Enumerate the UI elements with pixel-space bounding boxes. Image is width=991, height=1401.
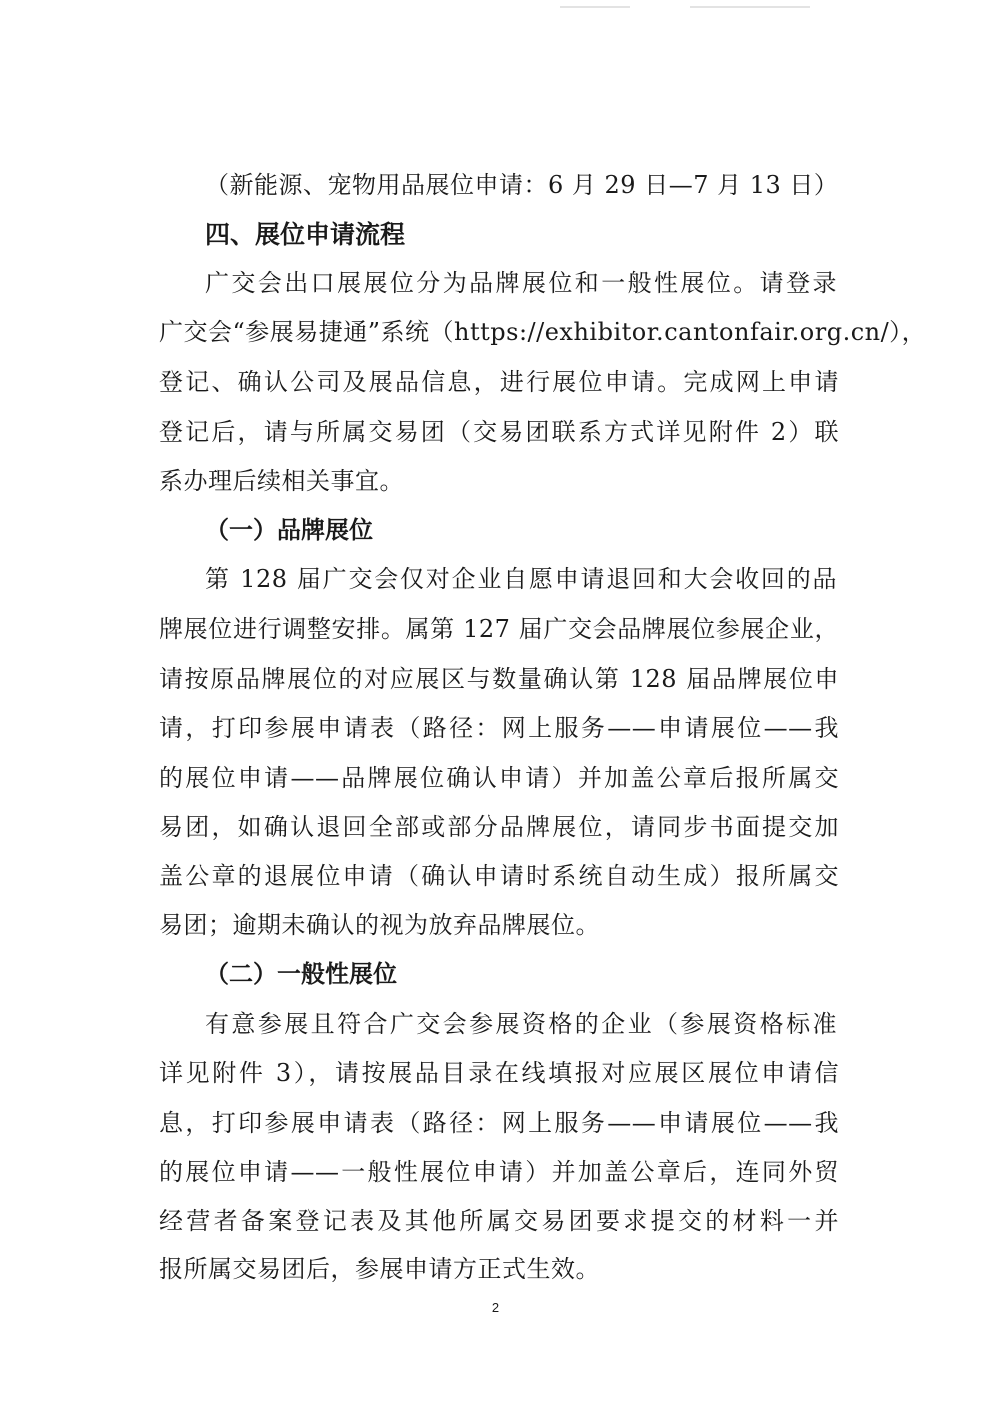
section-heading-4: 四、展位申请流程 [205,220,406,249]
paragraph-line: 的展位申请——一般性展位申请）并加盖公章后，连同外贸 [159,1158,839,1186]
page-number: 2 [491,1300,500,1315]
paragraph-line: 易团，如确认退回全部或部分品牌展位，请同步书面提交加 [159,813,839,841]
paragraph-line: 易团；逾期未确认的视为放弃品牌展位。 [159,911,600,939]
paragraph-line: 报所属交易团后，参展申请方正式生效。 [159,1255,600,1283]
intro-line: （新能源、宠物用品展位申请：6 月 29 日—7 月 13 日） [205,171,839,199]
paragraph-line: 登记、确认公司及展品信息，进行展位申请。完成网上申请 [159,368,839,396]
scan-artifact [560,6,630,8]
paragraph-line: 广交会出口展展位分为品牌展位和一般性展位。请登录 [205,269,837,297]
paragraph-line: 广交会“参展易捷通”系统（https://exhibitor.cantonfair.org.cn/）， [159,318,927,346]
subsection-heading-general-booth: （二）一般性展位 [205,959,397,988]
paragraph-line: 请，打印参展申请表（路径：网上服务——申请展位——我 [159,714,839,742]
paragraph-line: 有意参展且符合广交会参展资格的企业（参展资格标准 [205,1010,837,1038]
paragraph-line: 牌展位进行调整安排。属第 127 届广交会品牌展位参展企业， [159,615,839,643]
paragraph-line: 经营者备案登记表及其他所属交易团要求提交的材料一并 [159,1207,839,1235]
paragraph-line: 息，打印参展申请表（路径：网上服务——申请展位——我 [159,1109,839,1137]
subsection-heading-brand-booth: （一）品牌展位 [205,515,373,544]
paragraph-line: 的展位申请——品牌展位确认申请）并加盖公章后报所属交 [159,764,839,792]
paragraph-line: 登记后，请与所属交易团（交易团联系方式详见附件 2）联 [159,418,839,446]
paragraph-line: 第 128 届广交会仅对企业自愿申请退回和大会收回的品 [205,565,837,593]
paragraph-line: 详见附件 3），请按展品目录在线填报对应展区展位申请信 [159,1059,839,1087]
paragraph-line: 盖公章的退展位申请（确认申请时系统自动生成）报所属交 [159,862,839,890]
paragraph-line: 系办理后续相关事宜。 [159,467,404,495]
paragraph-line: 请按原品牌展位的对应展区与数量确认第 128 届品牌展位申 [159,665,839,693]
scan-artifact [690,6,810,8]
